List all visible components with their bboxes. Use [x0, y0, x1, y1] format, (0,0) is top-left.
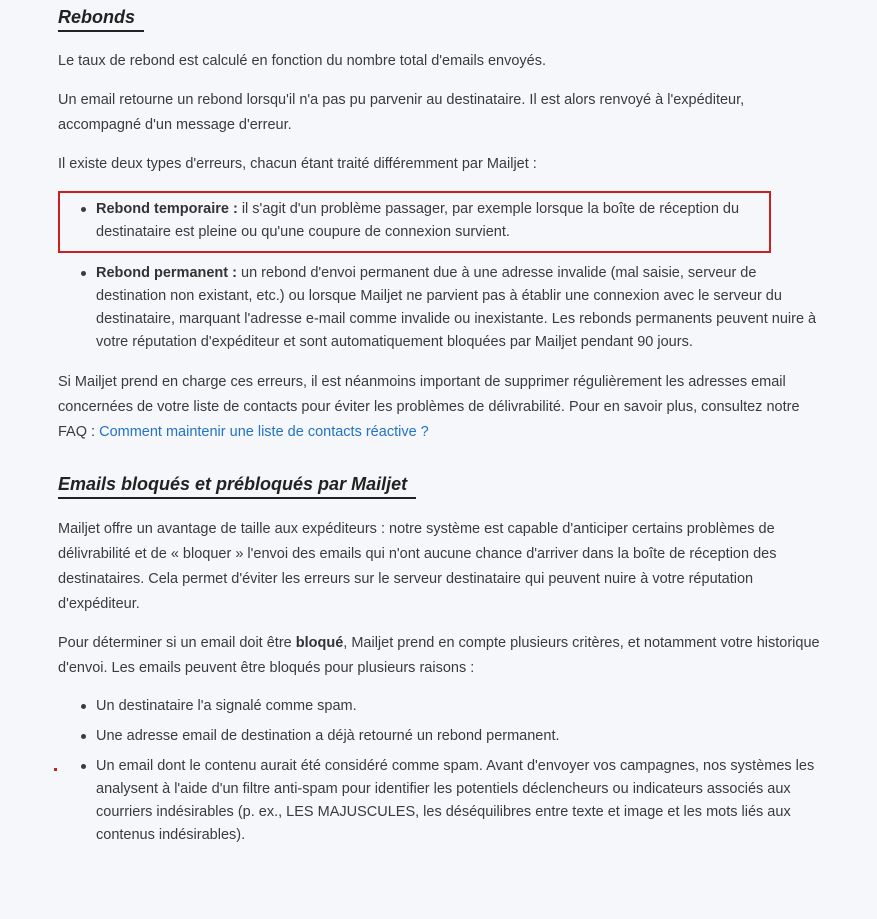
criteria-bold-bloque: bloqué — [295, 635, 344, 651]
criteria-text-after: , Mailjet prend en compte plusieurs critères, et notamment votre historique d'envoi. Les emails peuvent être bloqués pour plusieurs raisons : — [58, 635, 820, 676]
paragraph-faq-text: Si Mailjet prend en charge ces erreurs, il est néanmoins important de supprimer régulièrement les adresses email concernées de votre liste de contacts pour éviter les problèmes de délivrabilité. Pour en savoir plus, consultez notre FAQ : — [58, 374, 800, 440]
bounce-temporary-term: Rebond temporaire : — [96, 201, 238, 217]
bounce-permanent-item — [58, 262, 820, 354]
blocked-reason-permanent-bounce: Une adresse email de destination a déjà retourné un rebond permanent. — [58, 725, 820, 748]
paragraph-blocking-criteria — [58, 631, 820, 681]
bounce-types-list — [58, 191, 820, 354]
heading-rebonds-text: Rebonds — [58, 4, 144, 32]
bounce-permanent-term: Rebond permanent : — [96, 265, 237, 281]
blocked-reason-spam-content: Un email dont le contenu aurait été considéré comme spam. Avant d'envoyer vos campagnes, nos systèmes les analysent à l'aide d'un filtre anti-spam pour identifier les potentiels déclencheurs ou indicateurs associés aux courriers indésirables (p. ex., LES MAJUSCULES, les déséquilibres entre texte et image et les mots liés aux contenus indésirables). — [58, 755, 820, 847]
blocked-reason-spam-report: Un destinataire l'a signalé comme spam. — [58, 695, 820, 718]
heading-blocked-emails-text: Emails bloqués et prébloqués par Mailjet — [58, 471, 416, 499]
criteria-text-before: Pour déterminer si un email doit être — [58, 635, 296, 651]
paragraph-faq — [58, 370, 820, 445]
heading-blocked-emails — [58, 471, 820, 499]
bounce-temporary-item-highlighted — [58, 191, 771, 253]
stray-red-mark — [54, 768, 57, 771]
paragraph-error-types: Il existe deux types d'erreurs, chacun étant traité différemment par Mailjet : — [58, 156, 537, 172]
paragraph-bounce-definition: Un email retourne un rebond lorsqu'il n'a pas pu parvenir au destinataire. Il est alors renvoyé à l'expéditeur, accompagné d'un message d'erreur. — [58, 92, 745, 133]
faq-link[interactable]: Comment maintenir une liste de contacts réactive ? — [99, 424, 429, 440]
bounce-permanent-text: un rebond d'envoi permanent due à une adresse invalide (mal saisie, serveur de destination non existant, etc.) ou lorsque Mailjet ne parvient pas à établir une connexion avec le serveur du destinataire, marquant l'adresse e-mail comme invalide ou inexistante. Les rebonds permanents peuvent nuire à votre réputation d'expéditeur et sont automatiquement bloquées par Mailjet pendant 90 jours. — [96, 265, 817, 350]
blocked-reasons-list — [58, 695, 820, 847]
paragraph-bounce-rate: Le taux de rebond est calculé en fonction du nombre total d'emails envoyés. — [58, 53, 547, 69]
paragraph-blocking-intro: Mailjet offre un avantage de taille aux expéditeurs : notre système est capable d'anticiper certains problèmes de délivrabilité et de « bloquer » l'envoi des emails qui n'ont aucune chance d'arriver dans la boîte de réception des destinataires. Cela permet d'éviter les erreurs sur le serveur destinataire qui peuvent nuire à votre réputation d'expéditeur. — [58, 521, 777, 612]
heading-rebonds — [58, 4, 820, 32]
bounce-temporary-text: il s'agit d'un problème passager, par exemple lorsque la boîte de réception du destinataire est pleine ou qu'une coupure de connexion survient. — [96, 201, 740, 240]
